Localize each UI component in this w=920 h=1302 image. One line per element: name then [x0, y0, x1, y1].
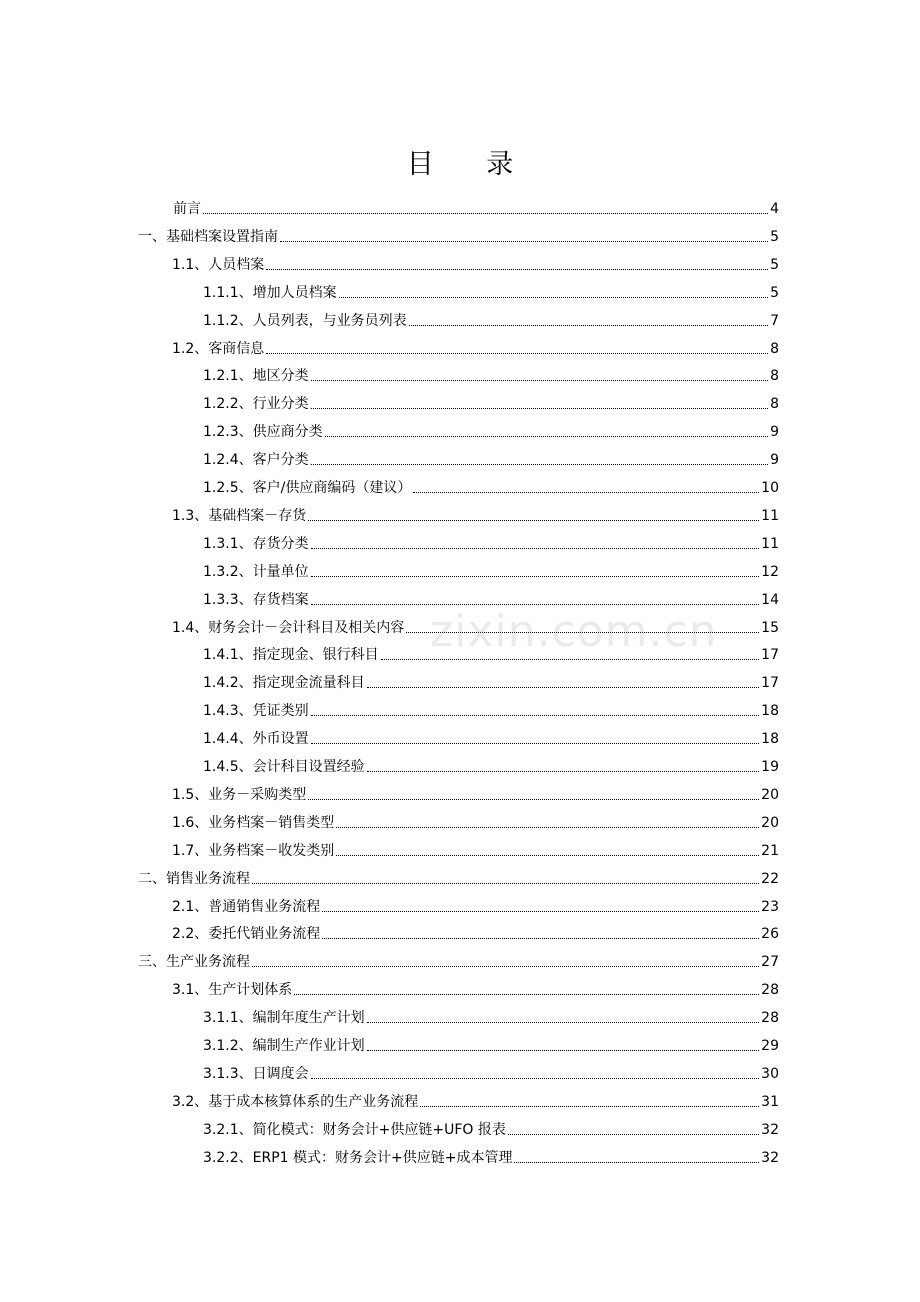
toc-entry-label: 3.1.1、编制年度生产计划 [203, 1010, 365, 1027]
toc-dot-leader [280, 241, 768, 242]
toc-page-number: 27 [761, 954, 779, 971]
toc-page-number: 8 [770, 368, 779, 385]
toc-entry-label: 1.4.3、凭证类别 [203, 703, 309, 720]
toc-page-number: 11 [761, 535, 779, 552]
toc-page-number: 5 [770, 256, 779, 273]
toc-entry[interactable] [172, 834, 779, 860]
toc-entry-label: 1.4、财务会计－会计科目及相关内容 [172, 619, 405, 636]
toc-entry[interactable] [172, 1085, 779, 1111]
toc-page-number: 7 [770, 312, 779, 329]
toc-dot-leader [311, 576, 760, 577]
toc-dot-leader [336, 855, 759, 856]
toc-entry-label: 1.6、业务档案－销售类型 [172, 814, 335, 831]
toc-entry[interactable] [203, 555, 779, 581]
toc-entry-label: 1.4.1、指定现金、银行科目 [203, 647, 379, 664]
toc-entry[interactable] [172, 611, 779, 637]
toc-entry-label: 前言 [173, 201, 201, 217]
toc-entry-label: 二、销售业务流程 [138, 870, 250, 887]
toc-entry[interactable] [173, 192, 779, 218]
toc-page-number: 8 [770, 396, 779, 413]
toc-entry-label: 1.7、业务档案－收发类别 [172, 842, 335, 859]
toc-entry-label: 三、生产业务流程 [138, 954, 250, 971]
toc-entry[interactable] [172, 917, 779, 943]
toc-dot-leader [336, 827, 759, 828]
toc-entry-label: 3.2、基于成本核算体系的生产业务流程 [172, 1093, 419, 1110]
toc-dot-leader [381, 659, 760, 660]
toc-entry-label: 2.1、普通销售业务流程 [172, 898, 321, 915]
toc-entry[interactable] [203, 1029, 779, 1055]
toc-page-number: 20 [761, 786, 779, 803]
toc-entry[interactable] [203, 666, 779, 692]
toc-dot-leader [514, 1162, 759, 1163]
toc-dot-leader [266, 353, 768, 354]
toc-entry[interactable] [172, 499, 779, 525]
toc-entry-label: 1.3.2、计量单位 [203, 563, 309, 580]
toc-entry-label: 1.2.1、地区分类 [203, 368, 309, 385]
toc-entry[interactable] [203, 387, 779, 413]
toc-entry[interactable] [203, 1141, 779, 1167]
toc-entry[interactable] [138, 220, 779, 246]
toc-entry[interactable] [172, 973, 779, 999]
toc-entry[interactable] [203, 583, 779, 609]
toc-page-number: 28 [761, 1010, 779, 1027]
toc-entry[interactable] [203, 527, 779, 553]
toc-entry[interactable] [203, 443, 779, 469]
toc-entry[interactable] [138, 945, 779, 971]
toc-entry-label: 1.1.2、人员列表，与业务员列表 [203, 312, 407, 329]
toc-dot-leader [311, 464, 768, 465]
toc-entry-label: 3.1、生产计划体系 [172, 982, 293, 999]
toc-entry[interactable] [203, 276, 779, 302]
toc-page-number: 12 [761, 563, 779, 580]
toc-entry-label: 1.1.1、增加人员档案 [203, 284, 337, 301]
toc-dot-leader [409, 325, 768, 326]
toc-dot-leader [311, 1078, 760, 1079]
toc-dot-leader [367, 1022, 760, 1023]
toc-entry[interactable] [203, 1001, 779, 1027]
toc-entry-label: 1.3、基础档案－存货 [172, 507, 307, 524]
page-title: 目 录 [406, 149, 536, 180]
toc-entry[interactable] [172, 806, 779, 832]
toc-entry-label: 1.2.5、客户/供应商编码（建议） [203, 480, 412, 496]
toc-page-number: 4 [770, 201, 779, 217]
toc-entry[interactable] [203, 638, 779, 664]
toc-page-number: 9 [770, 452, 779, 469]
toc-entry[interactable] [172, 778, 779, 804]
toc-dot-leader [406, 632, 759, 633]
toc-dot-leader [252, 966, 759, 967]
toc-page-number: 29 [761, 1038, 779, 1054]
toc-entry-label: 1.4.2、指定现金流量科目 [203, 675, 365, 692]
toc-dot-leader [203, 213, 768, 214]
toc-page-number: 20 [761, 814, 779, 831]
toc-dot-leader [367, 1050, 760, 1051]
toc-page-number: 5 [770, 228, 779, 245]
toc-entry-label: 1.1、人员档案 [172, 256, 265, 273]
toc-entry[interactable] [172, 248, 779, 274]
toc-entry-label: 1.4.5、会计科目设置经验 [203, 759, 365, 775]
toc-entry[interactable] [203, 722, 779, 748]
toc-entry-label: 3.1.3、日调度会 [203, 1065, 309, 1082]
toc-dot-leader [322, 938, 759, 939]
watermark: zixin.com.cn [430, 606, 718, 657]
toc-dot-leader [413, 492, 759, 493]
toc-dot-leader [311, 743, 760, 744]
toc-page-number: 17 [761, 647, 779, 664]
toc-page-number: 18 [761, 731, 779, 748]
toc-page-number: 14 [761, 591, 779, 608]
toc-page-number: 5 [770, 284, 779, 301]
toc-entry-label: 1.2.4、客户分类 [203, 452, 309, 469]
toc-page-number: 28 [761, 982, 779, 999]
toc-entry[interactable] [172, 890, 779, 916]
toc-entry-label: 1.4.4、外币设置 [203, 731, 309, 748]
toc-page-number: 19 [761, 759, 779, 775]
toc-entry[interactable] [138, 862, 779, 888]
toc-dot-leader [266, 269, 768, 270]
toc-dot-leader [252, 883, 759, 884]
toc-dot-leader [311, 408, 768, 409]
toc-page-number: 22 [761, 870, 779, 887]
toc-dot-leader [367, 771, 760, 772]
toc-page-number: 32 [761, 1121, 779, 1138]
toc-page-number: 17 [761, 675, 779, 692]
toc-entry-label: 3.2.2、ERP1 模式：财务会计+供应链+成本管理 [203, 1149, 513, 1166]
toc-entry[interactable] [203, 750, 779, 776]
toc-page-number: 21 [761, 842, 779, 859]
toc-entry[interactable] [203, 304, 779, 330]
toc-page-number: 18 [761, 703, 779, 720]
toc-page-number: 9 [770, 424, 779, 441]
toc-entry-label: 1.3.1、存货分类 [203, 535, 309, 552]
toc-entry[interactable] [203, 1057, 779, 1083]
toc-page-number: 15 [761, 619, 779, 636]
toc-entry-label: 1.5、业务－采购类型 [172, 786, 307, 803]
toc-dot-leader [311, 380, 768, 381]
toc-entry[interactable] [203, 694, 779, 720]
toc-entry[interactable] [172, 332, 779, 358]
toc-entry-label: 1.2.3、供应商分类 [203, 424, 323, 441]
toc-dot-leader [308, 799, 759, 800]
toc-dot-leader [508, 1134, 759, 1135]
toc-dot-leader [308, 520, 759, 521]
toc-dot-leader [311, 604, 760, 605]
toc-page-number: 10 [761, 480, 779, 496]
toc-entry[interactable] [203, 1113, 779, 1139]
toc-page-number: 31 [761, 1093, 779, 1110]
toc-entry[interactable] [203, 415, 779, 441]
toc-page-number: 23 [761, 898, 779, 915]
toc-entry-label: 3.2.1、简化模式：财务会计+供应链+UFO 报表 [203, 1121, 506, 1138]
toc-entry-label: 一、基础档案设置指南 [138, 228, 278, 245]
toc-page-number: 11 [761, 507, 779, 524]
toc-page-number: 32 [761, 1149, 779, 1166]
toc-dot-leader [322, 911, 759, 912]
toc-entry-label: 2.2、委托代销业务流程 [172, 926, 321, 943]
toc-entry-label: 1.2、客商信息 [172, 340, 265, 357]
toc-dot-leader [367, 687, 760, 688]
toc-dot-leader [339, 297, 768, 298]
toc-entry-label: 1.2.2、行业分类 [203, 396, 309, 413]
toc-dot-leader [294, 994, 759, 995]
toc-dot-leader [311, 715, 760, 716]
toc-dot-leader [325, 436, 768, 437]
toc-dot-leader [311, 548, 760, 549]
toc-dot-leader [420, 1106, 759, 1107]
toc-page-number: 30 [761, 1065, 779, 1082]
toc-entry-label: 3.1.2、编制生产作业计划 [203, 1038, 365, 1054]
toc-entry[interactable] [203, 359, 779, 385]
toc-page-number: 26 [761, 926, 779, 943]
toc-entry[interactable] [203, 471, 779, 497]
toc-page-number: 8 [770, 340, 779, 357]
toc-entry-label: 1.3.3、存货档案 [203, 591, 309, 608]
